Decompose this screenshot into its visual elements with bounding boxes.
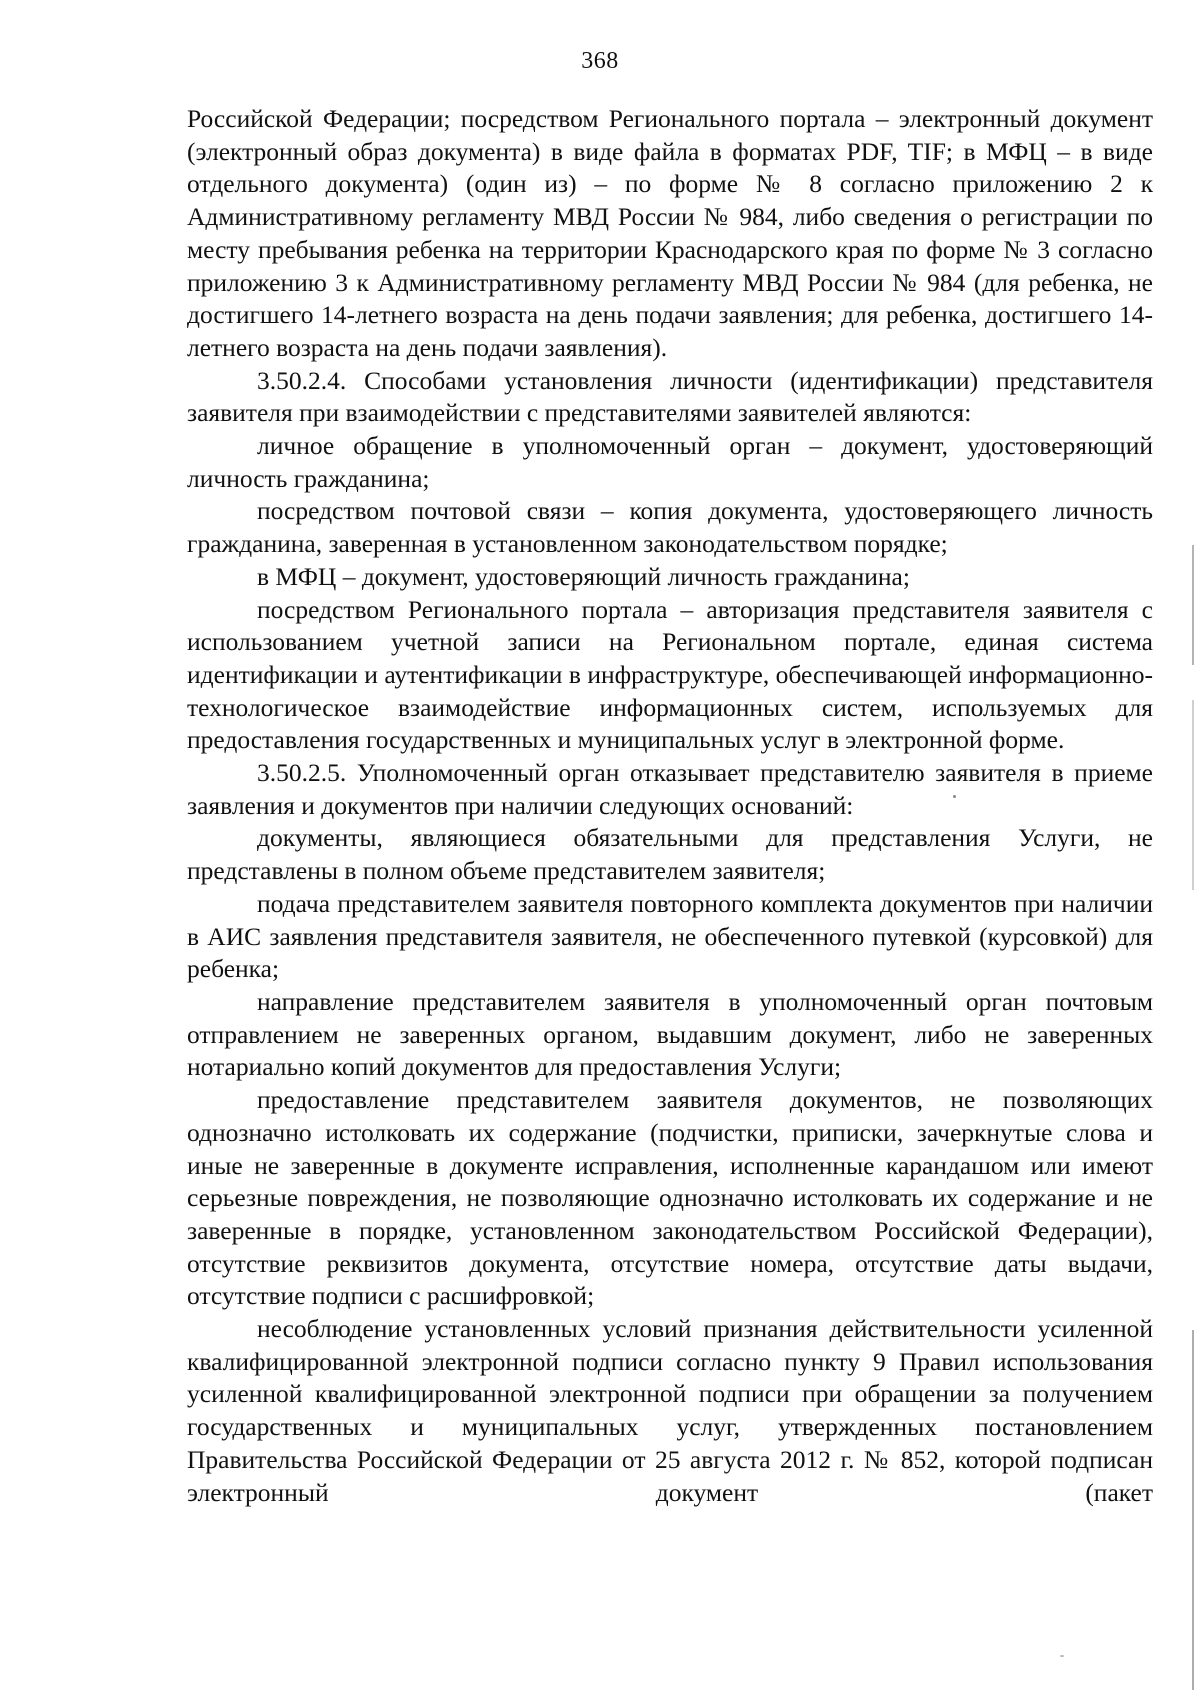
page-number: 368 [581,48,619,74]
paragraph-incomplete-documents: документы, являющиеся обязательными для представления Услуги, не представлены в полном объеме представителем заявителя; [187,823,1153,886]
scan-edge-mark [1192,700,1194,890]
paragraph-clause-3-50-2-5: 3.50.2.5. Уполномоченный орган отказывает представителю заявителя в приеме заявления и документов при наличии следующих оснований: [187,758,1153,820]
paragraph-uncertified-copies: направление представителем заявителя в уполномоченный орган почтовым отправлением не заверенных органом, выдавшим документ, либо не заверенных нотариально копий документов для предоставления Услуги; [187,986,1153,1082]
body-text [187,103,1153,1509]
paragraph-ambiguous-documents: предоставление представителем заявителя документов, не позволяющих однозначно истолковать их содержание (подчистки, приписки, зачеркнутые слова и иные не заверенные в документе исправления, исполненные карандашом или имеют серьезные повреждения, не позволяющие однозначно истолковать их содержание и не заверенные в порядке, установленном законодательством Российской Федерации), отсутствие реквизитов документа, отсутствие номера, отсутствие даты выдачи, отсутствие подписи с расшифровкой; [187,1085,1153,1311]
paragraph-repeated-submission: подача представителем заявителя повторного комплекта документов при наличии в АИС заявления представителя заявителя, не обеспеченного путевкой (курсовкой) для ребенка; [187,888,1153,984]
scan-edge-mark [1192,1330,1194,1690]
paragraph-personal-visit: личное обращение в уполномоченный орган – документ, удостоверяющий личность гражданина; [187,431,1153,493]
scan-speck [1060,1655,1064,1657]
scan-edge-mark [1192,545,1194,665]
paragraph-continuation: Российской Федерации; посредством Регионального портала – электронный документ (электронный образ документа) в виде файла в форматах PDF, TIF; в МФЦ – в виде отдельного документа) (один из) – по форме № 8 согласно приложению 2 к Административному регламенту МВД России № 984, либо сведения о регистрации по месту пребывания ребенка на территории Краснодарского края по форме № 3 согласно приложению 3 к Административному регламенту МВД России № 984 (для ребенка, не достигшего 14-летнего возраста на день подачи заявления; для ребенка, достигшего 14-летнего возраста на день подачи заявления). [187,104,1153,362]
paragraph-postal: посредством почтовой связи – копия документа, удостоверяющего личность гражданина, заверенная в установленном законодательством порядке; [187,496,1153,559]
paragraph-clause-3-50-2-4: 3.50.2.4. Способами установления личности (идентификации) представителя заявителя при взаимодействии с представителями заявителей являются: [187,365,1153,428]
paragraph-regional-portal: посредством Регионального портала – авторизация представителя заявителя с использованием учетной записи на Региональном портале, единая система идентификации и аутентификации в инфраструктуре, обеспечивающей информационно-технологическое взаимодействие информационных систем, используемых для предоставления государственных и муниципальных услуг в электронной форме. [187,594,1153,755]
paragraph-electronic-signature: несоблюдение установленных условий признания действительности усиленной квалифицированной электронной подписи согласно пункту 9 Правил использования усиленной квалифицированной электронной подписи при обращении за получением государственных и муниципальных услуг, утвержденных постановлением Правительства Российской Федерации от 25 августа 2012 г. № 852, которой подписан электронный документ (пакет [187,1314,1153,1507]
paragraph-mfc: в МФЦ – документ, удостоверяющий личность гражданина; [257,561,910,591]
scan-speck [953,795,956,798]
